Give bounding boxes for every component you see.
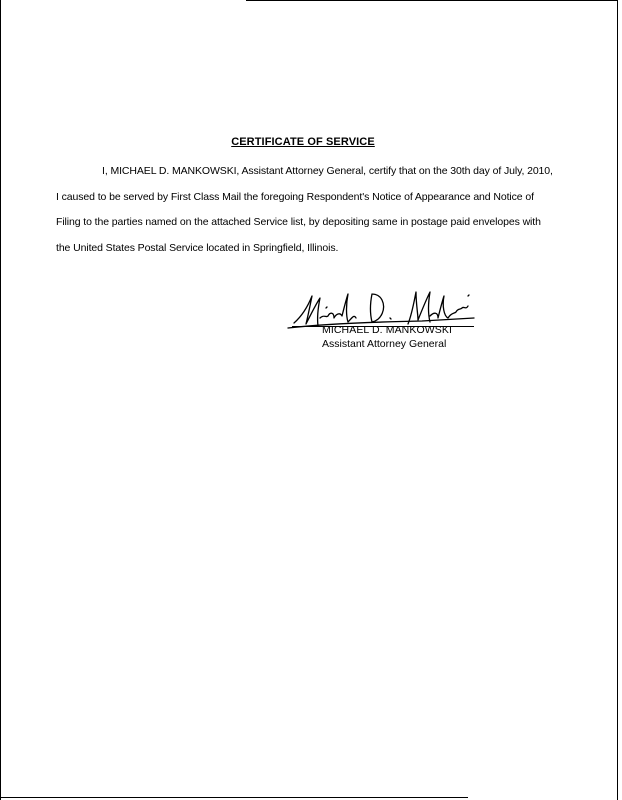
signature-block <box>282 288 482 358</box>
certificate-body: I, MICHAEL D. MANKOWSKI, Assistant Attorney General, certify that on the 30th day of July, 2010, I caused to be served by First Class Mail the foregoing Respondent's Notice of Appearance and Notice of Filing to the parties named on the attached Service list, by depositing same in postage paid envelopes with the United States Postal Service located in Springfield, Illinois. <box>56 165 553 254</box>
document-title: CERTIFICATE OF SERVICE <box>231 136 375 148</box>
page-edge-right <box>617 0 618 800</box>
signer-name: MICHAEL D. MANKOWSKI <box>322 324 452 336</box>
page-edge-top <box>246 0 618 1</box>
page-edge-bottom <box>0 797 468 798</box>
page-edge-left <box>0 0 1 800</box>
signer-title: Assistant Attorney General <box>322 338 447 350</box>
